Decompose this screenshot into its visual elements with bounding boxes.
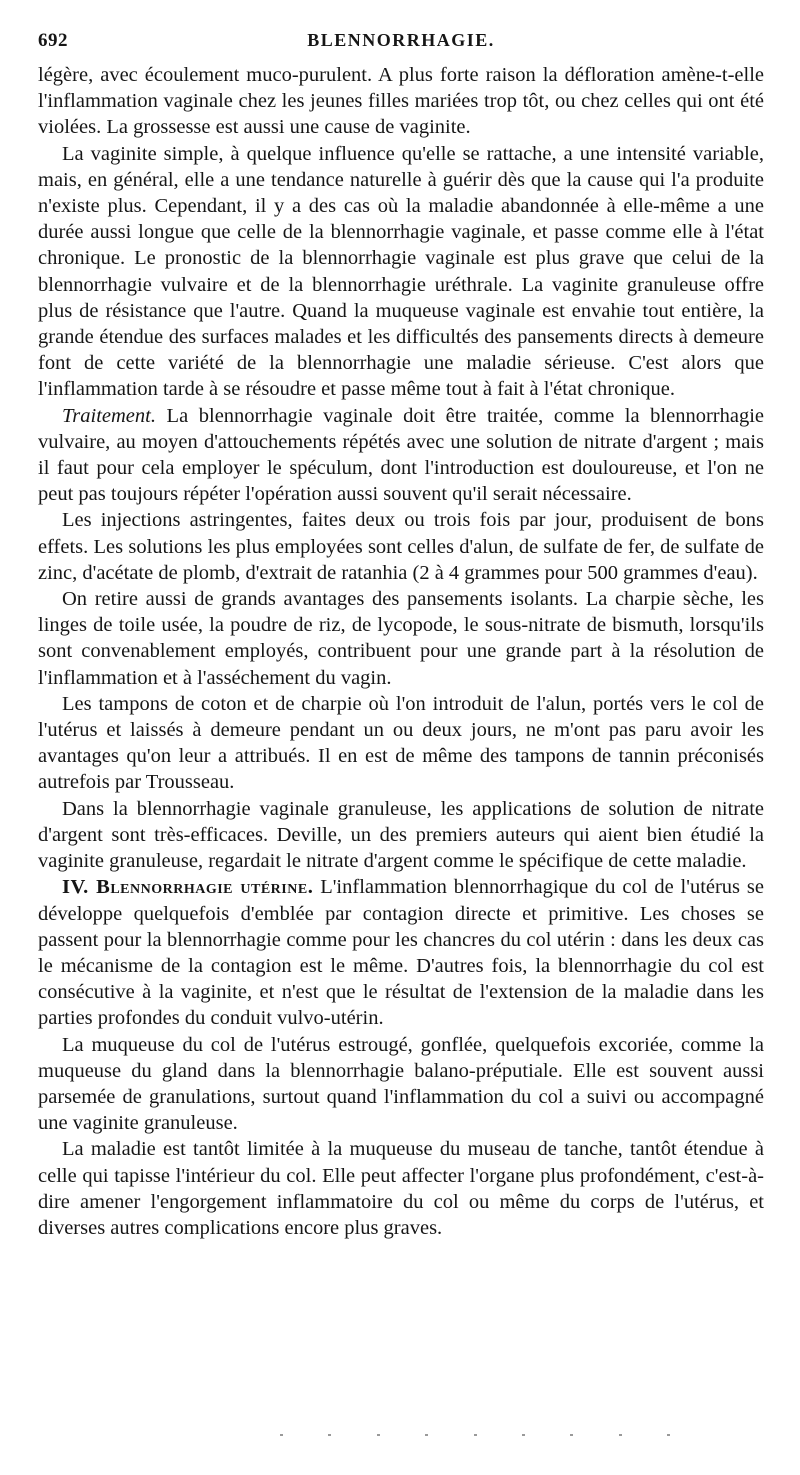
paragraph-8-text: L'inflammation blennorrhagique du col de l'utérus se développe quelquefois d'emblée par contagion directe et primitive. Les choses se passent pour la blennorrhagie comme pour les chancres du col utérin : dans les deux cas le mécanisme de la contagion est le même. D'autres fois, la blennorrhagie du col est consécutive à la vaginite, et n'est que le résultat de l'extension de la maladie dans les parties profondes du conduit vulvo-utérin. — [38, 876, 765, 1030]
paragraph-10 — [38, 1136, 764, 1241]
scan-mark — [570, 1434, 573, 1436]
paragraph-2-text: La vaginite simple, à quelque influence qu'elle se rattache, a une intensité variable, mais, en général, elle a une tendance naturelle à guérir dès que la cause qui l'a produite n'existe plus. Cependant, il y a des cas où la maladie abandonnée à elle-même a une durée aussi longue que celle de la blennorrhagie vaginale, et passe comme elle à l'état chronique. Le pronostic de la blennorrhagie vaginale est plus grave que celui de la blennorrhagie vulvaire et de la blennorrhagie uréthrale. La vaginite granuleuse offre plus de résistance que l'autre. Quand la muqueuse vaginale est envahie tout entière, la grande étendue des surfaces malades et les difficultés des pansements directs à demeure font de cette variété de la blennorrhagie une maladie sérieuse. C'est alors que l'inflammation tarde à se résoudre et passe même tout à fait à l'état chronique. — [38, 142, 764, 401]
running-title: BLENNORRHAGIE. — [307, 30, 495, 50]
paragraph-6-text: Les tampons de coton et de charpie où l'on introduit de l'alun, portés vers le col de l'utérus et laissés à demeure pendant un ou deux jours, ne m'ont pas paru avoir les avantages qu'on leur a attribués. Il en est de même des tampons de tannin préconisés autrefois par Trousseau. — [38, 692, 764, 794]
paragraph-5 — [38, 586, 764, 691]
paragraph-2 — [38, 141, 764, 403]
paragraph-4-text: Les injections astringentes, faites deux ou trois fois par jour, produisent de bons effets. Les solutions les plus employées sont celles d'alun, de sulfate de fer, de sulfate de zinc, d'acétate de plomb, d'extrait de ratanhia (2 à 4 grammes pour 500 grammes d'eau). — [38, 509, 764, 584]
scan-mark — [425, 1434, 428, 1436]
body-text — [38, 62, 764, 1241]
page-number: 692 — [38, 30, 68, 51]
paragraph-10-text: La maladie est tantôt limitée à la muqueuse du museau de tanche, tantôt étendue à celle qui tapisse l'intérieur du col. Elle peut affecter l'organe plus profondément, c'est-à-dire amener l'engorgement inflammatoire du col ou même du corps de l'utérus, et diverses autres complications encore plus graves. — [38, 1138, 764, 1239]
scan-mark — [377, 1434, 380, 1436]
paragraph-6 — [38, 691, 764, 796]
paragraph-8 — [38, 874, 764, 1031]
paragraph-1 — [38, 62, 764, 141]
paragraph-1-text: légère, avec écoulement muco-purulent. A plus forte raison la défloration amène-t-elle l'inflammation vaginale chez les jeunes filles mariées trop tôt, ou chez celles qui ont été violées. La grossesse est aussi une cause de vaginite. — [38, 64, 764, 139]
paragraph-5-text: On retire aussi de grands avantages des pansements isolants. La charpie sèche, les linges de toile usée, la poudre de riz, de lycopode, le sous-nitrate de bismuth, lorsqu'ils sont convenablement employés, contribuent pour une grande part à la résolution de l'inflammation et à l'asséchement du vagin. — [38, 588, 764, 689]
scan-mark — [280, 1434, 283, 1436]
paragraph-9 — [38, 1032, 764, 1137]
book-page — [38, 26, 764, 1241]
scan-mark — [667, 1434, 670, 1436]
section-heading: IV. Blennorrhagie utérine. — [62, 876, 314, 899]
scan-mark — [522, 1434, 525, 1436]
scan-footer-marks — [280, 1434, 670, 1438]
paragraph-4 — [38, 507, 764, 586]
paragraph-3-text: La blennorrhagie vaginale doit être traitée, comme la blennorrhagie vulvaire, au moyen d'attouchements répétés avec une solution de nitrate d'argent ; mais il faut pour cela employer le spéculum, dont l'introduction est douloureuse, et l'on ne peut pas toujours répéter l'opération aussi souvent qu'il serait nécessaire. — [38, 404, 764, 506]
scan-mark — [619, 1434, 622, 1436]
paragraph-9-text: La muqueuse du col de l'utérus estrougé, gonflée, quelquefois excoriée, comme la muqueuse du gland dans la blennorrhagie balano-préputiale. Elle est souvent aussi parsemée de granulations, surtout quand l'inflammation du col a suivi ou accompagné une vaginite granuleuse. — [38, 1033, 764, 1135]
paragraph-3 — [38, 403, 764, 508]
scan-mark — [328, 1434, 331, 1436]
paragraph-7 — [38, 796, 764, 875]
scan-mark — [474, 1434, 477, 1436]
running-head — [38, 26, 764, 62]
treatment-heading: Traitement. — [62, 404, 156, 427]
paragraph-7-text: Dans la blennorrhagie vaginale granuleuse, les applications de solution de nitrate d'argent sont très-efficaces. Deville, un des premiers auteurs qui aient bien étudié la vaginite granuleuse, regardait le nitrate d'argent comme le spécifique de cette maladie. — [38, 797, 764, 873]
